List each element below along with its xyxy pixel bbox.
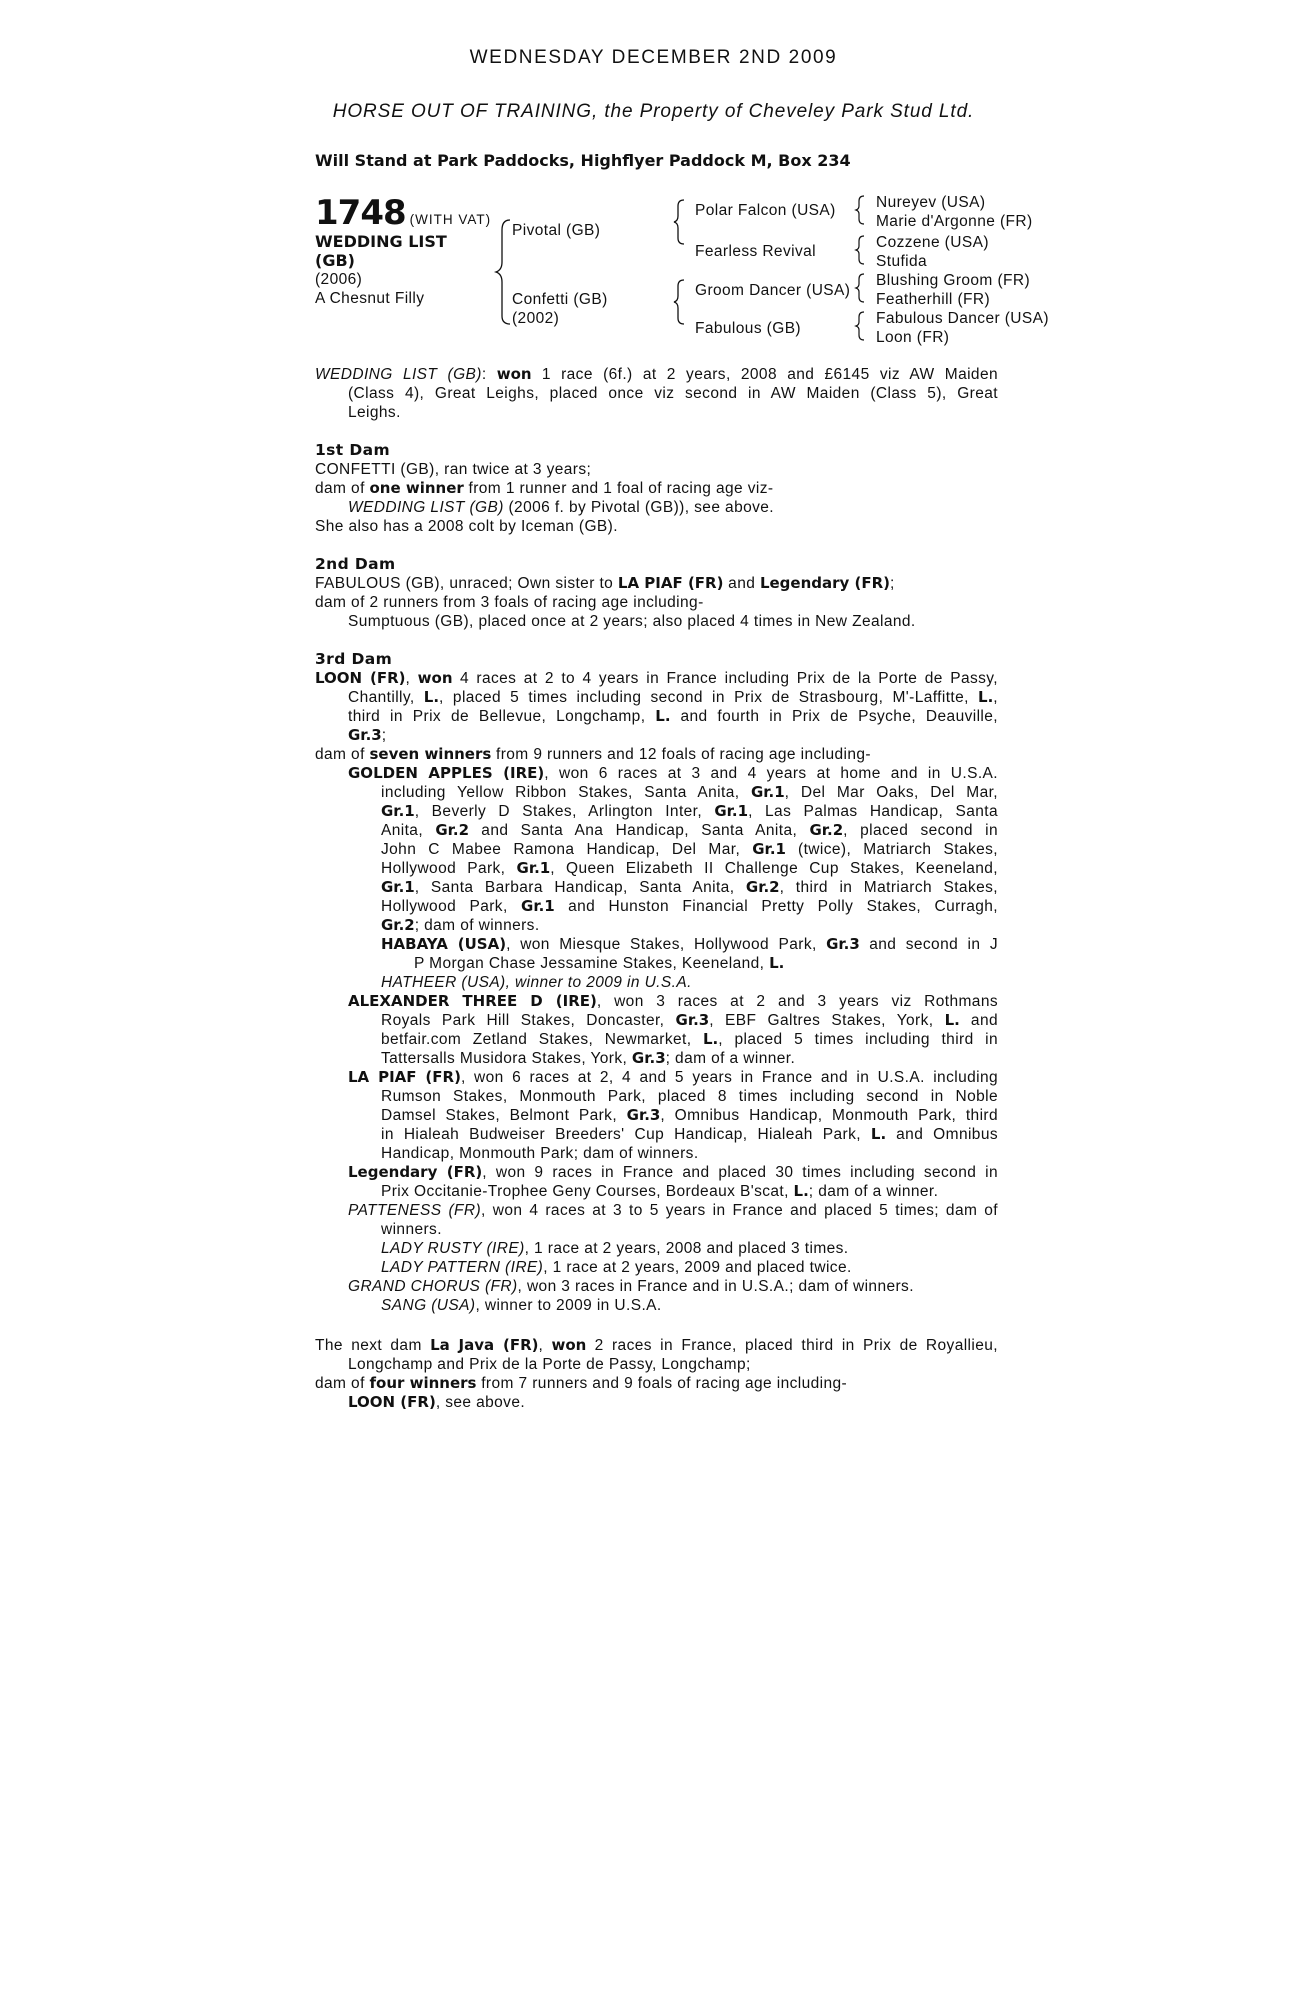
- lot-number: 1748: [315, 193, 406, 233]
- text: and: [959, 1012, 998, 1029]
- text: , see above.: [435, 1394, 526, 1411]
- dam-dam: Fabulous (GB): [695, 320, 801, 337]
- sire: Pivotal (GB): [512, 222, 601, 239]
- text: , winner to 2009 in U.S.A.: [475, 1297, 662, 1314]
- section-heading: 1st Dam: [315, 441, 391, 459]
- text: The next dam: [315, 1337, 431, 1354]
- horse-name-ref: SANG (USA): [381, 1297, 476, 1314]
- bold-text: LA PIAF (FR): [348, 1068, 461, 1086]
- text: , 1 race at 2 years, 2008 and placed 3 times.: [524, 1240, 849, 1257]
- text: Hollywood Park,: [381, 898, 522, 915]
- text: ,: [405, 670, 418, 687]
- text: (2006 f. by Pivotal (GB)), see above.: [503, 499, 774, 516]
- bold-text: Gr.1: [752, 840, 786, 858]
- text: and: [723, 575, 760, 592]
- ancestor-3: Cozzene (USA): [876, 234, 989, 251]
- horse-name-ref: PATTENESS (FR): [348, 1202, 482, 1219]
- second-dam-section: [315, 555, 998, 631]
- text: , Omnibus Handicap, Monmouth Park, third: [660, 1107, 998, 1124]
- bold-text: Gr.2: [381, 916, 415, 934]
- bold-text: LOON (FR): [348, 1393, 436, 1411]
- sale-subtitle: HORSE OUT OF TRAINING, the Property of Cheveley Park Stud Ltd.: [332, 101, 975, 122]
- text: , Del Mar Oaks, Del Mar,: [784, 784, 999, 801]
- text: Prix Occitanie-Trophee Geny Courses, Bordeaux B'scat,: [381, 1183, 794, 1200]
- section-heading: 2nd Dam: [315, 555, 396, 573]
- ancestor-7: Fabulous Dancer (USA): [876, 310, 1049, 327]
- ancestor-4: Stufida: [876, 253, 928, 270]
- bold-text: won: [551, 1336, 587, 1354]
- horse-name-ref: GRAND CHORUS (FR): [348, 1278, 518, 1295]
- text-line: winners.: [381, 1221, 442, 1238]
- bold-text: Gr.1: [381, 802, 415, 820]
- dam: Confetti (GB): [512, 291, 608, 308]
- text: dam of: [315, 480, 370, 497]
- bold-text: HABAYA (USA): [381, 935, 507, 953]
- text: ; dam of a winner.: [665, 1050, 796, 1067]
- bold-text: LA PIAF (FR): [617, 574, 724, 592]
- text: , third in Matriarch Stakes,: [779, 879, 998, 896]
- text-line: She also has a 2008 colt by Iceman (GB).: [315, 518, 618, 535]
- text: dam of: [315, 1375, 370, 1392]
- bold-text: L.: [870, 1125, 887, 1143]
- text-line: HATHEER (USA), winner to 2009 in U.S.A.: [381, 974, 692, 991]
- bold-text: Gr.2: [809, 821, 844, 839]
- ancestor-2: Marie d'Argonne (FR): [876, 213, 1033, 230]
- bold-text: Gr.3: [675, 1011, 710, 1029]
- text-line: Handicap, Monmouth Park; dam of winners.: [381, 1145, 699, 1162]
- text: , won 9 races in France and placed 30 times including second in: [482, 1164, 998, 1181]
- text: , won 3 races in France and in U.S.A.; dam of winners.: [517, 1278, 914, 1295]
- bold-text: Gr.3: [348, 726, 382, 744]
- text-line: Rumson Stakes, Monmouth Park, placed 8 times including second in Noble: [381, 1088, 998, 1105]
- text: Tattersalls Musidora Stakes, York,: [381, 1050, 632, 1067]
- ancestor-8: Loon (FR): [876, 329, 950, 346]
- text: , won 3 races at 2 and 3 years viz Rothmans: [596, 993, 998, 1010]
- text: , placed 5 times including second in Prix de Strasbourg, M'-Laffitte,: [439, 689, 979, 706]
- text: third in Prix de Bellevue, Longchamp,: [348, 708, 656, 725]
- bold-text: L.: [944, 1011, 960, 1029]
- bold-text: Legendary (FR): [759, 574, 891, 592]
- text: , EBF Galtres Stakes, York,: [709, 1012, 945, 1029]
- text: , Beverly D Stakes, Arlington Inter,: [414, 803, 715, 820]
- horse-name: WEDDING LIST: [315, 232, 447, 251]
- text: ,: [538, 1337, 552, 1354]
- bold-text: Gr.3: [626, 1106, 661, 1124]
- text: from 1 runner and 1 foal of racing age viz-: [463, 480, 774, 497]
- text: ;: [381, 727, 387, 744]
- bold-text: LOON (FR): [315, 669, 406, 687]
- text: dam of: [315, 746, 370, 763]
- text: :: [481, 366, 497, 383]
- foaling-year: (2006): [315, 271, 363, 288]
- horse-name-ref: LADY PATTERN (IRE): [381, 1259, 544, 1276]
- text: (twice), Matriarch Stakes,: [785, 841, 998, 858]
- dam-year: (2002): [512, 310, 560, 327]
- text: Royals Park Hill Stakes, Doncaster,: [381, 1012, 676, 1029]
- text: , won 6 races at 2, 4 and 5 years in France and in U.S.A. including: [460, 1069, 998, 1086]
- race-record: [315, 365, 998, 422]
- text: Chantilly,: [348, 689, 424, 706]
- stabling-location: Will Stand at Park Paddocks, Highflyer Paddock M, Box 234: [315, 151, 851, 170]
- text: and fourth in Prix de Psyche, Deauville,: [670, 708, 998, 725]
- bold-text: seven winners: [369, 745, 492, 763]
- text: , 1 race at 2 years, 2009 and placed twice.: [543, 1259, 852, 1276]
- bold-text: GOLDEN APPLES (IRE): [348, 764, 545, 782]
- bold-text: Gr.1: [516, 859, 551, 877]
- horse-description: A Chesnut Filly: [315, 290, 425, 307]
- bold-text: ALEXANDER THREE D (IRE): [348, 992, 597, 1010]
- bold-text: Gr.3: [826, 935, 860, 953]
- bold-text: L.: [702, 1030, 719, 1048]
- text: P Morgan Chase Jessamine Stakes, Keeneland,: [414, 955, 770, 972]
- lot-block: [315, 193, 491, 233]
- text: from 9 runners and 12 foals of racing age including-: [491, 746, 871, 763]
- text: 1 race (6f.) at 2 years, 2008 and £6145 viz AW Maiden: [531, 366, 998, 383]
- ancestor-1: Nureyev (USA): [876, 194, 986, 211]
- text: , Santa Barbara Handicap, Santa Anita,: [414, 879, 746, 896]
- text: , Las Palmas Handicap, Santa: [748, 803, 998, 820]
- bold-text: L.: [769, 954, 785, 972]
- text: and Omnibus: [886, 1126, 998, 1143]
- first-dam-section: [315, 441, 998, 536]
- text: ,: [993, 689, 998, 706]
- text: Damsel Stakes, Belmont Park,: [381, 1107, 627, 1124]
- text-line: Longchamp and Prix de la Porte de Passy, Longchamp;: [348, 1356, 751, 1373]
- ancestor-6: Featherhill (FR): [876, 291, 991, 308]
- text: ; dam of winners.: [414, 917, 540, 934]
- text: FABULOUS (GB), unraced; Own sister to: [315, 575, 618, 592]
- bold-text: won: [496, 365, 532, 383]
- text: Anita,: [381, 822, 436, 839]
- text: betfair.com Zetland Stakes, Newmarket,: [381, 1031, 703, 1048]
- bold-text: Gr.2: [435, 821, 470, 839]
- text: from 7 runners and 9 foals of racing age including-: [476, 1375, 848, 1392]
- text-line: Leighs.: [348, 404, 401, 421]
- text-line: dam of 2 runners from 3 foals of racing age including-: [315, 594, 704, 611]
- text: , placed 5 times including third in: [718, 1031, 999, 1048]
- bold-text: Gr.2: [745, 878, 780, 896]
- horse-name-ref: WEDDING LIST (GB): [348, 499, 504, 516]
- bold-text: Legendary (FR): [348, 1163, 483, 1181]
- next-dam-section: [315, 1336, 998, 1412]
- bold-text: L.: [978, 688, 994, 706]
- text: , won Miesque Stakes, Hollywood Park,: [506, 936, 827, 953]
- bold-text: four winners: [369, 1374, 477, 1392]
- bold-text: L.: [655, 707, 671, 725]
- bold-text: Gr.3: [631, 1049, 666, 1067]
- horse-name-ref: LADY RUSTY (IRE): [381, 1240, 525, 1257]
- text: in Hialeah Budweiser Breeders' Cup Handicap, Hialeah Park,: [381, 1126, 871, 1143]
- bold-text: La Java (FR): [430, 1336, 539, 1354]
- bold-text: L.: [423, 688, 440, 706]
- text: and Santa Ana Handicap, Santa Anita,: [469, 822, 810, 839]
- text: 4 races at 2 to 4 years in France including Prix de la Porte de Passy,: [452, 670, 998, 687]
- bold-text: Gr.1: [714, 802, 749, 820]
- text-line: CONFETTI (GB), ran twice at 3 years;: [315, 461, 592, 478]
- text: and Hunston Financial Pretty Polly Stakes, Curragh,: [554, 898, 998, 915]
- horse-name-suffix: (GB): [315, 251, 355, 270]
- dam-sire: Groom Dancer (USA): [695, 282, 851, 299]
- bold-text: won: [417, 669, 453, 687]
- text: and second in J: [859, 936, 998, 953]
- text: , placed second in: [843, 822, 998, 839]
- text: John C Mabee Ramona Handicap, Del Mar,: [381, 841, 753, 858]
- text: ; dam of a winner.: [808, 1183, 939, 1200]
- text: ;: [890, 575, 895, 592]
- text: 2 races in France, placed third in Prix de Royallieu,: [586, 1337, 998, 1354]
- text: , Queen Elizabeth II Challenge Cup Stakes, Keeneland,: [550, 860, 998, 877]
- bold-text: one winner: [369, 479, 464, 497]
- lot-vat-note: (WITH VAT): [409, 212, 492, 227]
- text-line: Sumptuous (GB), placed once at 2 years; also placed 4 times in New Zealand.: [348, 613, 916, 630]
- bold-text: Gr.1: [750, 783, 785, 801]
- ancestor-5: Blushing Groom (FR): [876, 272, 1031, 289]
- horse-name-ref: WEDDING LIST (GB): [315, 366, 482, 383]
- text: , won 6 races at 3 and 4 years at home and in U.S.A.: [544, 765, 998, 782]
- text: Hollywood Park,: [381, 860, 517, 877]
- text-line: (Class 4), Great Leighs, placed once viz second in AW Maiden (Class 5), Great: [348, 385, 998, 402]
- text: including Yellow Ribbon Stakes, Santa Anita,: [381, 784, 751, 801]
- sire-sire: Polar Falcon (USA): [695, 202, 836, 219]
- bold-text: Gr.1: [381, 878, 415, 896]
- sale-date: WEDNESDAY DECEMBER 2ND 2009: [469, 47, 838, 68]
- text: , won 4 races at 3 to 5 years in France and placed 5 times; dam of: [481, 1202, 998, 1219]
- section-heading: 3rd Dam: [315, 650, 393, 668]
- third-dam-section: [315, 650, 998, 1315]
- bold-text: L.: [793, 1182, 809, 1200]
- bold-text: Gr.1: [521, 897, 555, 915]
- sire-dam: Fearless Revival: [695, 243, 816, 260]
